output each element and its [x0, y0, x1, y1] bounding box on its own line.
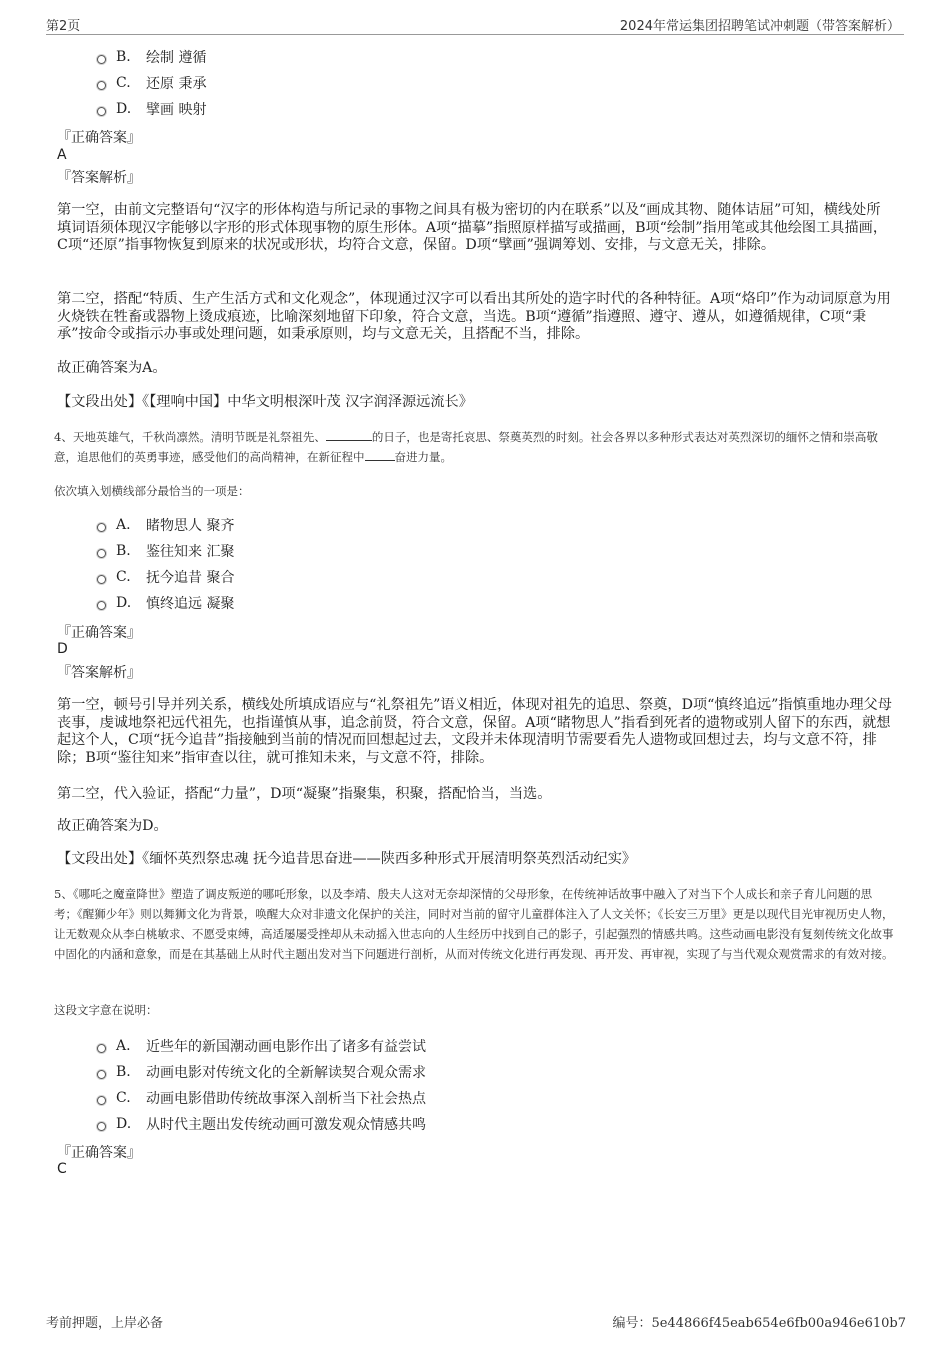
q5-option-b[interactable]: B. 动画电影对传统文化的全新解读契合观众需求	[97, 1059, 857, 1085]
document-title: 2024年常运集团招聘笔试冲刺题（带答案解析）	[619, 19, 900, 34]
q3-source: 【文段出处】《【理响中国】中华文明根深叶茂 汉字润泽源远流长》	[57, 394, 473, 410]
q4-answer: D	[57, 641, 68, 657]
q3-option-b[interactable]: B. 绘制 遵循	[97, 44, 857, 70]
q5-stem: 5、《哪吒之魔童降世》塑造了调皮叛逆的哪吒形象，以及李靖、殷夫人这对无奈却深情的父母形象，在传统神话故事中融入了对当下个人成长和亲子育儿问题的思考；《醒狮少年》则以舞狮文化为背景，唤醒大众对非遗文化保护的关注，同时对当前的留守儿童群体注入了人文关怀；《长安三万里》更是以现代目光审视历史人物，让无数观众从李白桃敏求、不愿受束缚，高适屡屡受挫却从未动摇入世志向的人生经历中找到自己的影子，引起强烈的情感共鸣。这些动画电影没有复刻传统文化故事中固化的内涵和意象，而是在其基础上从时代主题出发对当下问题进行剖析，从而对传统文化进行再发现、再开发、再审视，实现了与当代观众观赏需求的有效对接。	[54, 887, 894, 961]
q5-options	[97, 1033, 857, 1137]
radio-icon[interactable]	[97, 107, 106, 116]
radio-icon[interactable]	[97, 1096, 106, 1105]
radio-icon[interactable]	[97, 1122, 106, 1131]
q4-source: 【文段出处】《缅怀英烈祭忠魂 抚今追昔思奋进——陕西多种形式开展清明祭英烈活动纪实》	[57, 851, 637, 867]
radio-icon[interactable]	[97, 601, 106, 610]
q5-option-a[interactable]: A. 近些年的新国潮动画电影作出了诸多有益尝试	[97, 1033, 857, 1059]
blank-line	[326, 428, 372, 441]
footer-id: 编号：5e44866f45eab654e6fb00a946e610b7	[612, 1316, 906, 1331]
q5-answer-label: 『正确答案』	[57, 1145, 141, 1161]
footer-slogan: 考前押题，上岸必备	[46, 1316, 164, 1331]
radio-icon[interactable]	[97, 1044, 106, 1053]
q4-option-b[interactable]: B. 鉴往知来 汇聚	[97, 538, 857, 564]
radio-icon[interactable]	[97, 523, 106, 532]
q4-option-d[interactable]: D. 慎终追远 凝聚	[97, 590, 857, 616]
q4-options	[97, 512, 857, 616]
q3-analysis-conclusion: 故正确答案为A。	[57, 360, 167, 376]
q3-options	[97, 44, 857, 122]
q4-stem: 4、天地英雄气，千秋尚凛然。清明节既是礼祭祖先、 的日子，也是寄托哀思、祭奠英烈的时刻。社会各界以多种形式表达对英烈深切的缅怀之情和崇高敬意，追思他们的英勇事迹，感受他们的高尚精神，在新征程中 奋进力量。	[54, 430, 878, 464]
radio-icon[interactable]	[97, 575, 106, 584]
q4-analysis-paragraph-1: 第一空，顿号引导并列关系，横线处所填成语应与“礼祭祖先”语义相近，体现对祖先的追思、祭奠，D项“慎终追远”指慎重地办理父母丧事，虔诚地祭祀远代祖先，也指谨慎从事，追念前贤，符合文意，保留。A项“睹物思人”指看到死者的遗物或别人留下的东西，就想起这个人，C项“抚今追昔”指接触到当前的情况而回想起过去，文段并未体现清明节需要看先人遗物或回想过去，均与文意不符，排除；B项“鉴往知来”指审查以往，就可推知未来，与文意不符，排除。	[57, 697, 892, 766]
q5-answer: C	[57, 1161, 67, 1177]
q4-option-c[interactable]: C. 抚今追昔 聚合	[97, 564, 857, 590]
radio-icon[interactable]	[97, 55, 106, 64]
page-header	[46, 12, 904, 35]
q4-analysis-label: 『答案解析』	[57, 665, 141, 681]
q4-option-a[interactable]: A. 睹物思人 聚齐	[97, 512, 857, 538]
q3-answer-label: 『正确答案』	[57, 130, 141, 146]
radio-icon[interactable]	[97, 81, 106, 90]
q3-option-d[interactable]: D. 擘画 映射	[97, 96, 857, 122]
q4-prompt: 依次填入划横线部分最恰当的一项是：	[54, 484, 250, 498]
page-number: 第2页	[46, 19, 81, 34]
q4-analysis-paragraph-2: 第二空，代入验证，搭配“力量”，D项“凝聚”指聚集，积聚，搭配恰当，当选。	[57, 786, 552, 802]
q4-analysis-conclusion: 故正确答案为D。	[57, 818, 168, 834]
q3-option-c[interactable]: C. 还原 秉承	[97, 70, 857, 96]
q3-analysis-paragraph-1: 第一空，由前文完整语句“汉字的形体构造与所记录的事物之间具有极为密切的内在联系”以及“画成其物、随体诘屈”可知，横线处所填词语须体现汉字能够以字形的形式体现事物的原生形体。A项“描摹”指照原样描写或描画，B项“绘制”指用笔或其他绘图工具描画，C项“还原”指事物恢复到原来的状况或形状，均符合文意，保留。D项“擘画”强调筹划、安排，与文意无关，排除。	[57, 202, 888, 253]
radio-icon[interactable]	[97, 1070, 106, 1079]
q5-option-c[interactable]: C. 动画电影借助传统故事深入剖析当下社会热点	[97, 1085, 857, 1111]
q3-analysis-paragraph-2: 第二空，搭配“特质、生产生活方式和文化观念”，体现通过汉字可以看出其所处的造字时代的各种特征。A项“烙印”作为动词原意为用火烧铁在牲畜或器物上烫成痕迹，比喻深刻地留下印象，符合文意，当选。B项“遵循”指遵照、遵守、遵从，如遵循规律，C项“秉承”按命令或指示办事或处理问题，如秉承原则，均与文意无关，且搭配不当，排除。	[57, 291, 891, 342]
q5-option-d[interactable]: D. 从时代主题出发传统动画可激发观众情感共鸣	[97, 1111, 857, 1137]
radio-icon[interactable]	[97, 549, 106, 558]
q4-answer-label: 『正确答案』	[57, 625, 141, 641]
blank-line	[365, 448, 395, 461]
q3-analysis-label: 『答案解析』	[57, 170, 141, 186]
q3-answer: A	[57, 147, 67, 163]
q5-prompt: 这段文字意在说明：	[54, 1003, 158, 1017]
